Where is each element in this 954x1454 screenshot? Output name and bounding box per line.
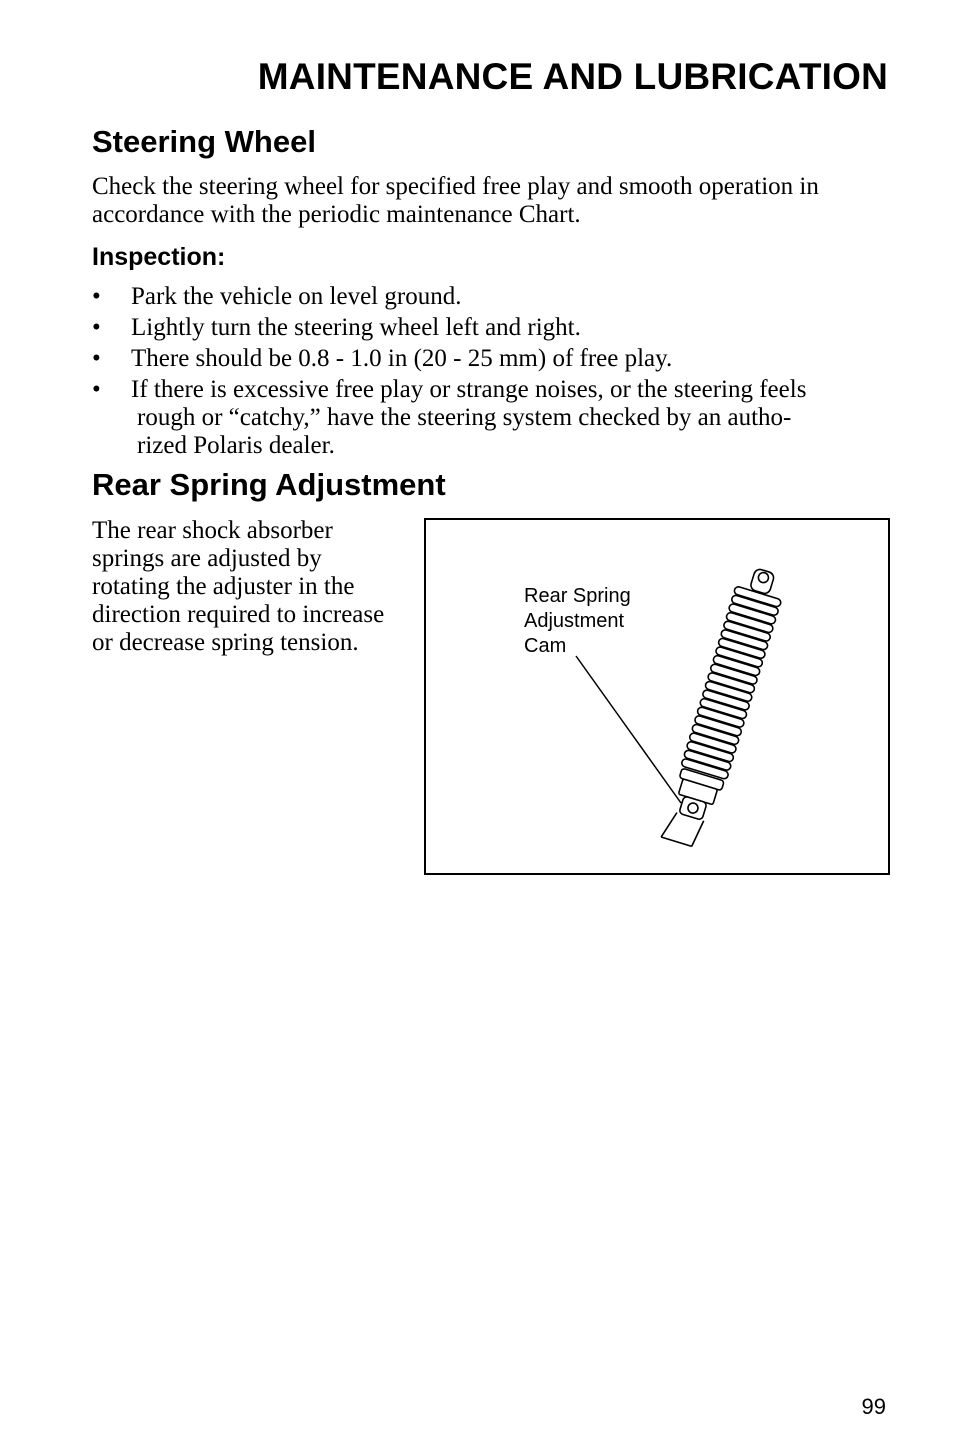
shock-absorber-figure (424, 518, 890, 875)
steering-wheel-heading: Steering Wheel (92, 124, 316, 159)
bullet-icon: • (92, 376, 101, 403)
callout-line: Adjustment (524, 610, 625, 632)
list-item-text-continued: rough or “catchy,” have the steering system checked by an autho- (137, 404, 792, 431)
rear-spring-heading: Rear Spring Adjustment (92, 467, 446, 502)
bullet-icon: • (92, 314, 101, 341)
bullet-icon: • (92, 283, 101, 310)
callout-line: Cam (524, 635, 567, 657)
steering-wheel-paragraph: Check the steering wheel for specified free play and smooth operation in accordance with the periodic maintenance Chart. (92, 173, 819, 228)
spring-coils (681, 586, 782, 780)
callout-line: Rear Spring (524, 585, 631, 607)
list-item (92, 376, 892, 460)
list-item-text: There should be 0.8 - 1.0 in (20 - 25 mm) of free play. (131, 345, 673, 372)
list-item-text: Lightly turn the steering wheel left and right. (131, 314, 581, 341)
list-item-text: If there is excessive free play or strange noises, or the steering feels (131, 376, 807, 403)
shock-absorber-illustration (426, 520, 888, 873)
list-item-text-continued: rized Polaris dealer. (137, 432, 335, 459)
list-item (92, 314, 892, 342)
list-item (92, 283, 892, 311)
figure-callout-label (524, 584, 631, 659)
bullet-icon: • (92, 345, 101, 372)
list-item-text: Park the vehicle on level ground. (131, 283, 462, 310)
shock-absorber (659, 564, 788, 851)
page-number: 99 (861, 1394, 886, 1419)
rear-spring-paragraph: The rear shock absorber springs are adjusted by rotating the adjuster in the direction required to increase or decrease spring tension. (92, 517, 385, 656)
inspection-heading: Inspection: (92, 243, 226, 271)
leader-line (576, 656, 681, 803)
inspection-list (92, 283, 892, 463)
page-header-title: MAINTENANCE AND LUBRICATION (257, 56, 888, 97)
list-item (92, 345, 892, 373)
